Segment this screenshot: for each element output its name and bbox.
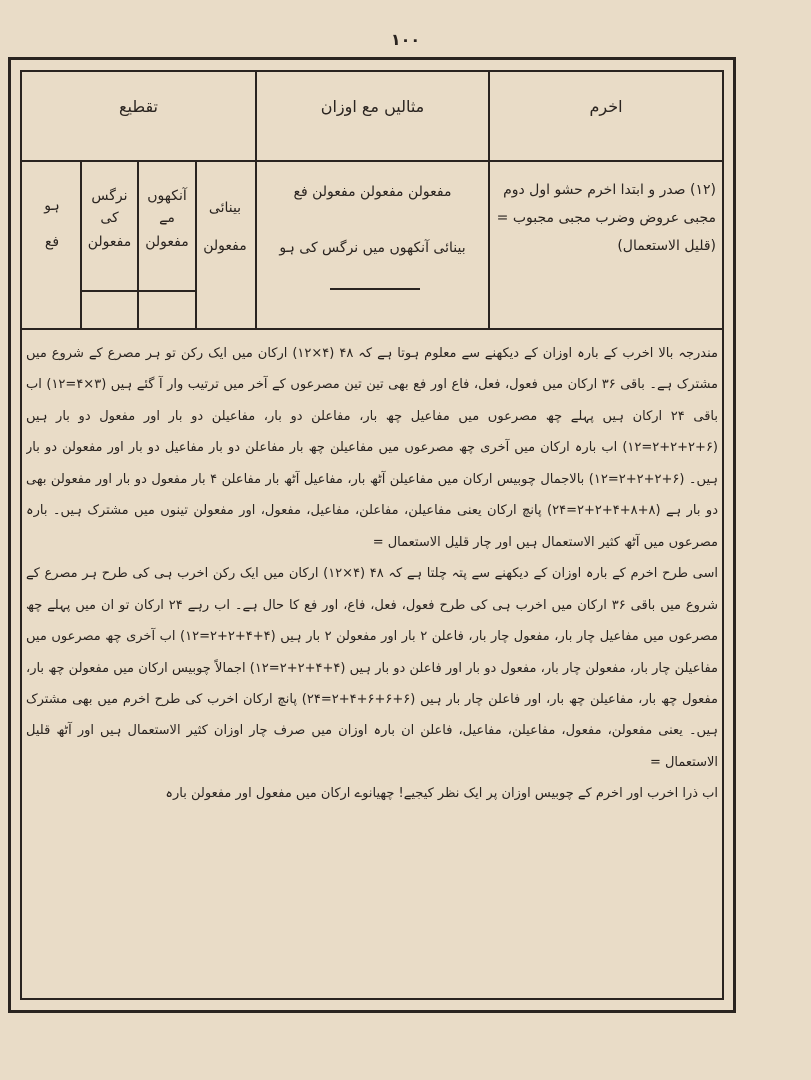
col-divider-right: [488, 72, 490, 330]
table-bottom-border: [22, 328, 724, 330]
example-meter: مفعولن مفعولن مفعولن فع: [293, 184, 452, 200]
meter-description: (۱۲) صدر و ابتدا اخرم حشو اول دوم مجبی عروض وضرب مجبی مجبوب = (قلیل الاستعمال): [496, 182, 716, 254]
table-header-divider: [22, 160, 724, 162]
example-verse: بینائی آنکھوں میں نرگس کی ہو: [279, 240, 466, 256]
example-underline: [330, 288, 420, 290]
header-examples: مثالیں مع اوزان: [320, 97, 425, 116]
body-paragraph-3: اب ذرا اخرب اور اخرم کے چوبیس اوزان پر ایک نظر کیجیے! چھیانوے ارکان میں مفعول اور مفعولن بارہ: [165, 786, 718, 802]
header-taqti: تقطیع: [118, 97, 158, 116]
taqti-meter-1: مفعولن: [203, 238, 247, 254]
body-paragraph-1: مندرجہ بالا اخرب کے بارہ اوزان کے دیکھنے سے معلوم ہوتا ہے کہ ۴۸ (۴×۱۲) ارکان میں ایک رکن تو ہر مصرع کے شروع میں مشترک ہے۔ باقی ۳۶ ارکان میں فعول، فعل، فاع اور فع بھی تین تین مصرعوں کے آخر میں ترتیب وار آ گئے ہیں (۳×۴=۱۲) اب باقی ۲۴ ارکان ہیں پہلے چھ مصرعوں میں مفاعیل چھ بار، مفاعلن دو بار، مفاعیلن دو بار اور مفعول دو بار ہیں (۶+۲+۲+۲=۱۲) اب بارہ ارکان میں آخری چھ مصرعوں میں مفاعیلن چھ بار مفاعلن دو بار مفاعیل دو بار اور مفعولن دو بار ہیں۔ (۶+۲+۲+۲=۱۲) بالاجمال چوبیس ارکان میں مفاعیلن آٹھ بار، مفاعیل آٹھ بار مفاعلن ۴ بار مفعول دو بار اور مفعولن بھی دو بار ہے (۸+۸+۴+۲+۲=۲۴) پانچ ارکان یعنی مفاعیلن، مفاعلن، مفاعیل، مفعول، اور مفعولن تینوں میں مشترک ہیں۔ بارہ مصرعوں میں آٹھ کثیر الاستعمال ہیں اور چار قلیل الاستعمال =: [26, 346, 718, 550]
taqti-word-2: آنکھوں مے: [147, 188, 187, 226]
body-paragraph-2: اسی طرح اخرم کے بارہ اوزان کے دیکھنے سے پتہ چلتا ہے کہ ۴۸ (۴×۱۲) ارکان میں ایک رکن اخرب ہی کی طرح ہر مصرع کے شروع میں باقی ۳۶ ارکان میں اخرب ہی کی طرح فعول، فعل، فاع، اور فع کا حال ہے۔ اب رہے ۲۴ ارکان تو ان میں پہلے چھ مصرعوں میں مفاعیل چار بار، مفعول چار بار، فاعلن ۲ بار اور مفعولن ۲ بار ہیں (۴+۴+۲+۲=۱۲) اب آخری چھ مصرعوں میں مفاعیلن چار بار، مفعولن چار بار، مفعول دو بار اور فاعلن دو بار ہیں (۴+۴+۲+۲=۱۲) اجمالاً چوبیس ارکان میں مفعولن چھ بار، مفعول چھ بار، مفاعیلن چھ بار، اور فاعلن چار بار ہیں (۶+۶+۶+۴+۲=۲۴) پانچ ارکان اخرب کی طرح اخرم میں بھی مشترک ہیں۔ یعنی مفعولن، مفعول، مفاعیلن، مفاعیل، فاعلن ان بارہ اوزان میں صرف چار اوزان کثیر الاستعمال ہیں اور آٹھ قلیل الاستعمال =: [26, 566, 718, 770]
taqti-meter-4: فع: [44, 234, 60, 250]
col-divider-left: [255, 72, 257, 330]
taqti-word-3: نرگس کی: [91, 188, 128, 226]
taqti-meter-2: مفعولن: [145, 234, 189, 250]
header-akhram: اخرم: [589, 97, 623, 116]
body-text: [26, 338, 718, 993]
taqti-word-1: بینائی: [208, 200, 242, 216]
page-number: ۱۰۰: [390, 30, 421, 49]
taqti-word-4: ہو: [44, 198, 60, 214]
taqti-meter-3: مفعولن: [87, 234, 132, 250]
